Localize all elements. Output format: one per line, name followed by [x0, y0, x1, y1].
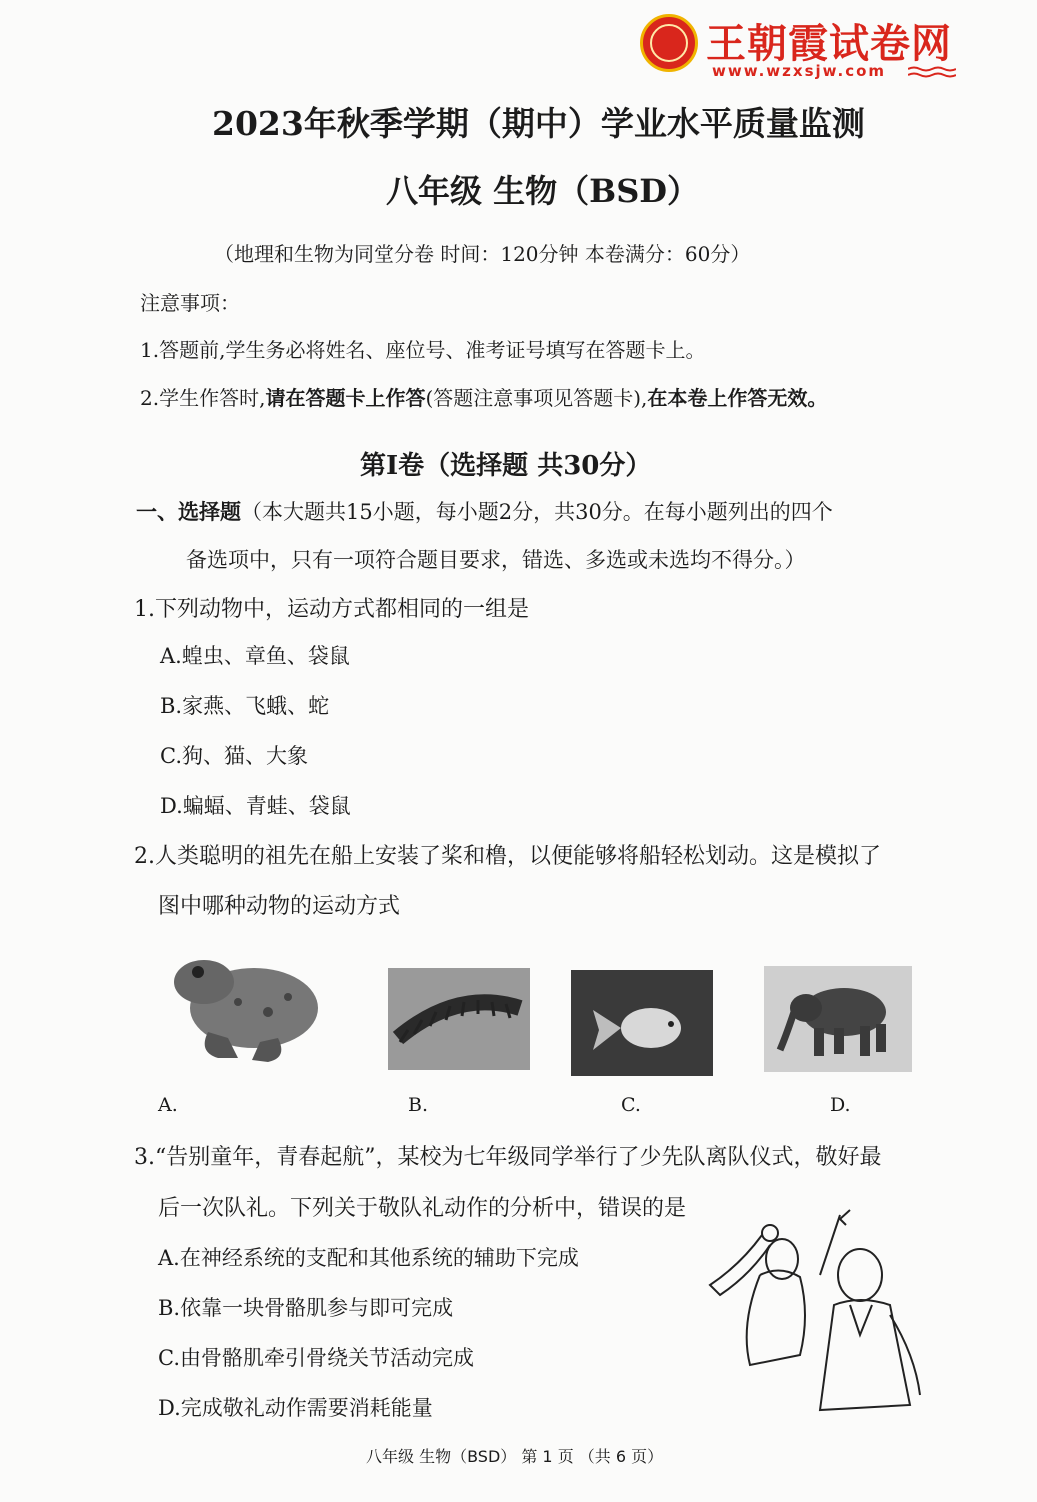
- question-2-label-a: A.: [158, 1094, 178, 1116]
- exam-title: 2023年秋季学期（期中）学业水平质量监测: [212, 104, 865, 143]
- page-footer: 八年级 生物（BSD） 第 1 页 （共 6 页）: [366, 1447, 664, 1466]
- question-3-option-c: C.由骨骼肌牵引骨绕关节活动完成: [158, 1346, 474, 1370]
- section-desc-line-1: （本大题共15小题，每小题2分，共30分。在每小题列出的四个: [241, 500, 833, 524]
- wave-lines-icon: [908, 66, 956, 78]
- notice-item-2-part-a: 2.学生作答时,: [140, 386, 266, 410]
- section-desc-line-2: 备选项中，只有一项符合题目要求，错选、多选或未选均不得分。）: [186, 548, 806, 572]
- question-3-option-a: A.在神经系统的支配和其他系统的辅助下完成: [158, 1246, 579, 1270]
- question-3-option-d: D.完成敬礼动作需要消耗能量: [158, 1396, 433, 1420]
- elephant-image: [764, 966, 912, 1072]
- seal-icon: [640, 14, 698, 72]
- exam-info: （地理和生物为同堂分卷 时间：120分钟 本卷满分：60分）: [214, 242, 751, 266]
- question-3-stem-line-2: 后一次队礼。下列关于敬队礼动作的分析中，错误的是: [158, 1196, 687, 1221]
- question-2-label-d: D.: [830, 1094, 851, 1116]
- centipede-image: [388, 968, 530, 1070]
- question-2-stem-line-1: 2.人类聪明的祖先在船上安装了桨和橹，以便能够将船轻松划动。这是模拟了: [134, 844, 881, 869]
- question-3-stem-line-1: 3.“告别童年，青春起航”，某校为七年级同学举行了少先队离队仪式，敬好最: [134, 1145, 882, 1170]
- site-logo: [640, 10, 960, 82]
- goldfish-image: [571, 970, 713, 1076]
- question-1-option-c: C.狗、猫、大象: [160, 744, 308, 768]
- logo-url-text: www.wzxsjw.com: [712, 62, 887, 80]
- notice-item-2-emphasis-b: 在本卷上作答无效。: [647, 386, 828, 410]
- question-2-label-c: C.: [621, 1094, 641, 1116]
- notice-item-1: 1.答题前,学生务必将姓名、座位号、准考证号填写在答题卡上。: [140, 338, 706, 362]
- question-3-option-b: B.依靠一块骨骼肌参与即可完成: [158, 1296, 454, 1320]
- question-2-label-b: B.: [408, 1094, 429, 1116]
- notice-item-2-emphasis-a: 请在答题卡上作答: [265, 386, 426, 410]
- question-1-option-a: A.蝗虫、章鱼、袋鼠: [160, 644, 350, 668]
- question-2-stem-line-2: 图中哪种动物的运动方式: [158, 894, 401, 919]
- frog-image: [168, 942, 324, 1066]
- question-1-option-b: B.家燕、飞蛾、蛇: [160, 694, 330, 718]
- section-description: [136, 496, 833, 526]
- notice-item-2: [140, 382, 827, 411]
- exam-subtitle: 八年级 生物（BSD）: [386, 172, 700, 210]
- notice-title: 注意事项：: [140, 291, 240, 315]
- question-1-stem: 1.下列动物中，运动方式都相同的一组是: [134, 597, 529, 622]
- section-title: 第Ⅰ卷（选择题 共30分）: [360, 451, 652, 481]
- question-1-option-d: D.蝙蝠、青蛙、袋鼠: [160, 794, 351, 818]
- logo-brand-text: 王朝霞试卷网: [706, 21, 952, 67]
- notice-item-2-part-c: (答题注意事项见答题卡),: [425, 386, 648, 410]
- section-heading: 一、选择题: [136, 500, 241, 524]
- salute-illustration: [700, 1205, 940, 1415]
